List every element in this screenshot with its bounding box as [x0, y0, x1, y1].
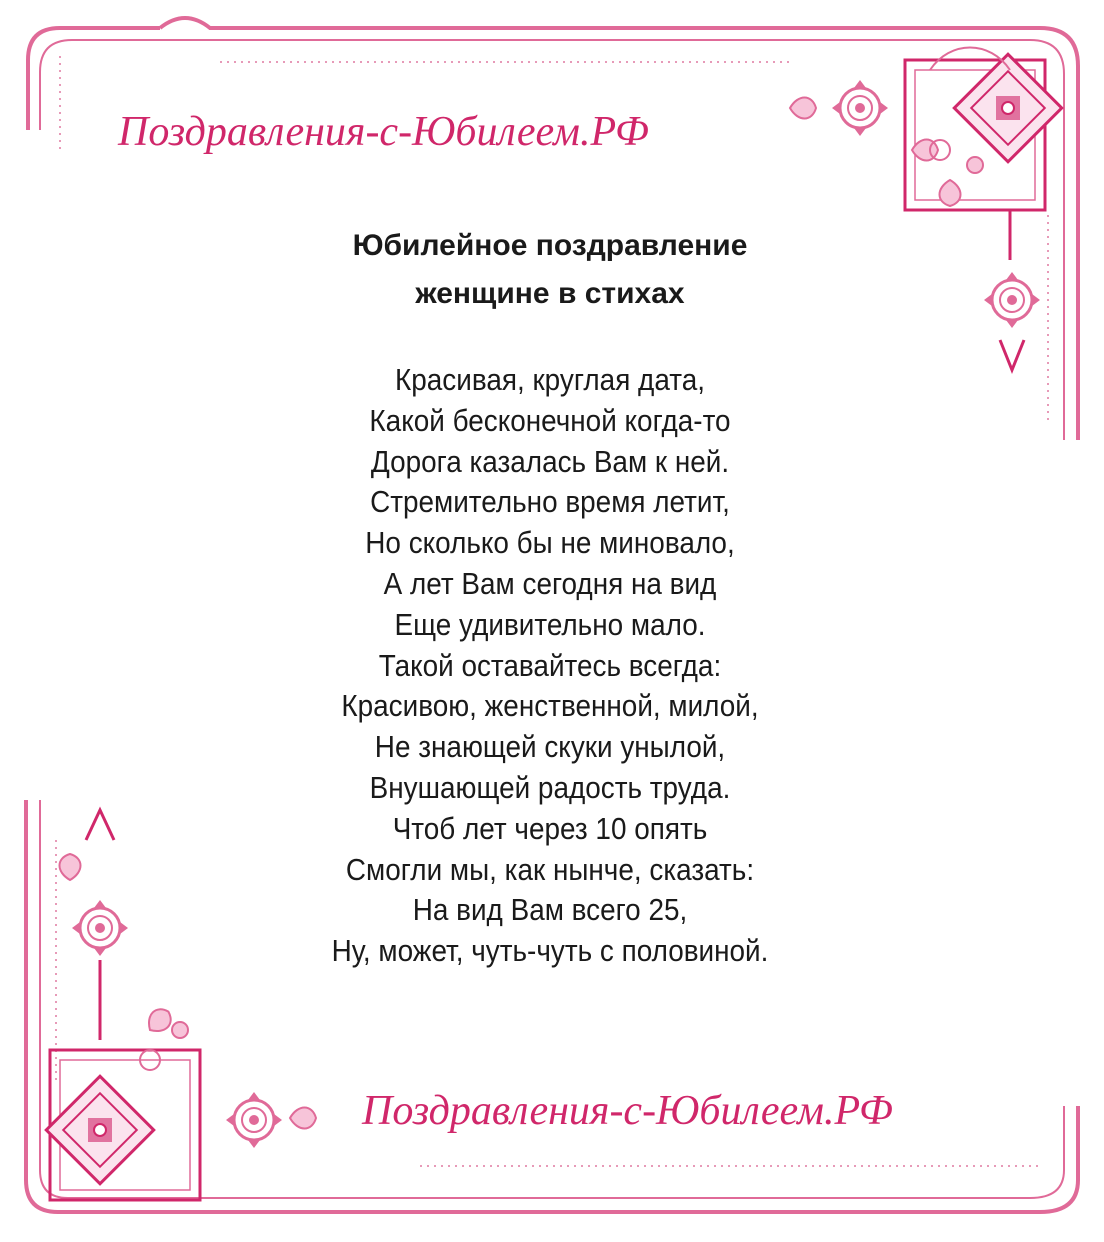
poem-line: А лет Вам сегодня на вид [383, 565, 717, 601]
title-line-1: Юбилейное поздравление [352, 229, 748, 262]
poem-line: Красивая, круглая дата, [395, 362, 705, 397]
poem-line: Ну, может, чуть-чуть с половиной. [331, 933, 769, 969]
poem [235, 360, 865, 972]
poem-line: Смогли мы, как нынче, сказать: [345, 851, 755, 887]
site-name-bottom: Поздравления-с-Юбилеем.РФ [362, 1088, 893, 1134]
poem-line: Внушающей радость труда. [369, 769, 731, 805]
poem-line: На вид Вам всего 25, [412, 892, 688, 928]
poem-line: Стремительно время летит, [370, 484, 730, 520]
poem-line: Еще удивительно мало. [394, 606, 706, 642]
poem-line: Дорога казалась Вам к ней. [370, 443, 730, 479]
page-title [200, 222, 900, 318]
site-name-top: Поздравления-с-Юбилеем.РФ [118, 109, 649, 155]
poem-line: Чтоб лет через 10 опять [392, 810, 708, 846]
poem-line: Но сколько бы не миновало, [365, 525, 735, 561]
poem-line: Красивою, женственной, милой, [341, 688, 759, 724]
poem-line: Какой бесконечной когда-то [369, 402, 731, 438]
poem-line: Такой оставайтесь всегда: [378, 647, 722, 683]
title-line-2: женщине в стихах [415, 277, 685, 310]
poem-line: Не знающей скуки унылой, [374, 729, 726, 765]
